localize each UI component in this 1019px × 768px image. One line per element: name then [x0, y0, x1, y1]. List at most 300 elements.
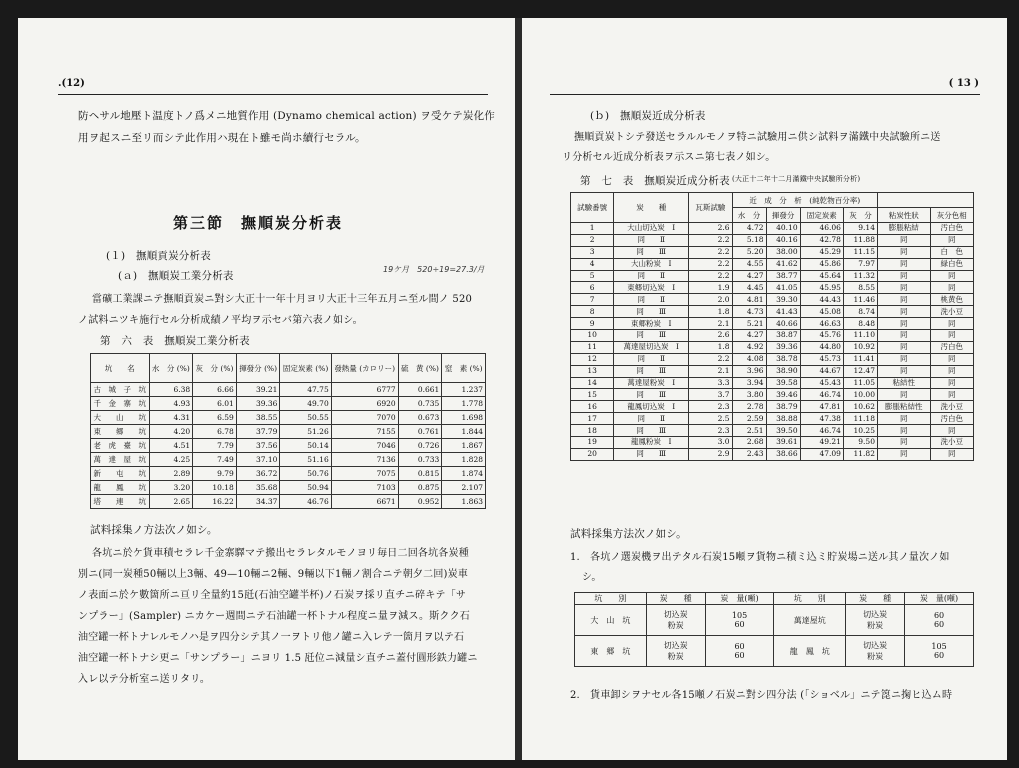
- table-row: [571, 377, 974, 389]
- table-cell: 38.55: [236, 411, 280, 425]
- table-cell: 2.2: [689, 258, 732, 270]
- table-cell: 38.88: [766, 413, 800, 425]
- table-row: [571, 223, 974, 235]
- table-note: (大正十二年十二月滿鐵中央試驗所分析): [732, 175, 861, 183]
- table-cell: 萬達屋切込炭 Ⅰ: [614, 341, 689, 353]
- table-cell: 46.63: [800, 318, 843, 330]
- table-cell: 同: [930, 330, 973, 342]
- table-cell: 同: [877, 270, 930, 282]
- table-cell: 同 Ⅱ: [614, 353, 689, 365]
- table-row: [571, 258, 974, 270]
- table-cell: 2.1: [689, 318, 732, 330]
- table-cell: 2.3: [689, 401, 732, 413]
- table-cell: 8: [571, 306, 614, 318]
- table-cell: 47.81: [800, 401, 843, 413]
- table-cell: 4: [571, 258, 614, 270]
- table-row: [571, 330, 974, 342]
- table-cell: 4.08: [732, 353, 766, 365]
- table-cell: 大 山 坑: [91, 411, 150, 425]
- table-cell: 切込炭 粉炭: [846, 636, 905, 667]
- table-cell: 39.46: [766, 389, 800, 401]
- table-cell: 4.73: [732, 306, 766, 318]
- table-cell: 2.0: [689, 294, 732, 306]
- table-cell: 1.9: [689, 282, 732, 294]
- table-cell: 同 Ⅲ: [614, 246, 689, 258]
- table-cell: 同 Ⅲ: [614, 425, 689, 437]
- table-cell: 38.78: [766, 353, 800, 365]
- table-cell: 大山粉炭 Ⅰ: [614, 258, 689, 270]
- table-cell: 42.78: [800, 234, 843, 246]
- table-row: [571, 306, 974, 318]
- table-cell: 47.38: [800, 413, 843, 425]
- table-cell: 東郷切込炭 Ⅰ: [614, 282, 689, 294]
- table-cell: 46.76: [280, 495, 331, 509]
- table-cell: 60 60: [705, 636, 774, 667]
- table-cell: 7075: [331, 467, 398, 481]
- table-cell: 2.68: [732, 437, 766, 449]
- table-cell: 39.50: [766, 425, 800, 437]
- table-row: [91, 425, 486, 439]
- table-cell: 同: [877, 294, 930, 306]
- table-cell: 同: [930, 365, 973, 377]
- table-cell: 同 Ⅲ: [614, 365, 689, 377]
- table-cell: 49.70: [280, 397, 331, 411]
- table-cell: 6.78: [193, 425, 237, 439]
- table-cell: 1.874: [442, 467, 486, 481]
- table-row: [91, 467, 486, 481]
- table-cell: 40.66: [766, 318, 800, 330]
- table-cell: 39.21: [236, 383, 280, 397]
- table-cell: 4.81: [732, 294, 766, 306]
- table-cell: 38.79: [766, 401, 800, 413]
- table-cell: 40.10: [766, 223, 800, 235]
- table-row: [571, 282, 974, 294]
- paragraph-line: ノ表面ニ於ケ數箇所ニ亘リ全量約15瓩(石油空罐半杯)ノ石炭ヲ採リ直チニ碎キテ「サ: [78, 590, 467, 601]
- page-number: .(12): [58, 78, 85, 89]
- table-cell: 38.90: [766, 365, 800, 377]
- coal-quantity-table: [574, 592, 974, 667]
- table-cell: 4.20: [149, 425, 193, 439]
- table-cell: 3.80: [732, 389, 766, 401]
- table-cell: 7070: [331, 411, 398, 425]
- proximate-analysis-table: [570, 192, 974, 461]
- table-cell: 2.89: [149, 467, 193, 481]
- table-cell: 2.2: [689, 246, 732, 258]
- table-cell: 51.16: [280, 453, 331, 467]
- table-cell: 同 Ⅱ: [614, 294, 689, 306]
- paragraph-line: 別ニ(同一炭種50輛以上3輛、49—10輛ニ2輛、9輛以下1輛ノ割合ニテ朝夕二回)炭車: [78, 569, 469, 580]
- col-header: 灰分色相: [930, 208, 973, 223]
- table-cell: 11.32: [843, 270, 877, 282]
- table-cell: 同: [930, 318, 973, 330]
- table-cell: 11.88: [843, 234, 877, 246]
- subheading: (ａ) 撫順炭工業分析表: [118, 270, 234, 282]
- table-cell: 汚白色: [930, 223, 973, 235]
- table-cell: 4.31: [149, 411, 193, 425]
- table-cell: 14: [571, 377, 614, 389]
- table-cell: 2.51: [732, 425, 766, 437]
- table-cell: 7.49: [193, 453, 237, 467]
- table-cell: 洗小豆: [930, 401, 973, 413]
- table-cell: 同: [877, 341, 930, 353]
- table-cell: 0.952: [398, 495, 442, 509]
- table-row: [91, 411, 486, 425]
- table-cell: 新 屯 坑: [91, 467, 150, 481]
- table-cell: 膨脹粘結: [877, 223, 930, 235]
- col-header: 炭 種: [614, 193, 689, 223]
- table-cell: 3.94: [732, 377, 766, 389]
- table-row: [91, 383, 486, 397]
- col-header: 炭 種: [846, 593, 905, 605]
- table-cell: 7046: [331, 439, 398, 453]
- table-cell: 2.1: [689, 365, 732, 377]
- col-header: 炭 種: [646, 593, 705, 605]
- table-cell: 44.43: [800, 294, 843, 306]
- table-row: [571, 448, 974, 460]
- col-header: 粘炭性狀: [877, 208, 930, 223]
- table-cell: 38.77: [766, 270, 800, 282]
- table-cell: 2.6: [689, 330, 732, 342]
- table-cell: 50.14: [280, 439, 331, 453]
- table-cell: 45.29: [800, 246, 843, 258]
- table-cell: 50.94: [280, 481, 331, 495]
- paragraph-line: 2. 貨車卸シヲナセル各15噸ノ石炭ニ對シ四分法 (「ショベル」ニテ箆ニ掬ヒ込ム時: [570, 690, 953, 701]
- table-cell: 2.3: [689, 425, 732, 437]
- table-row: [91, 495, 486, 509]
- table-cell: 105 60: [905, 636, 974, 667]
- paragraph-line: シ。: [582, 572, 602, 583]
- table-cell: 46.74: [800, 425, 843, 437]
- col-header: 灰 分: [843, 208, 877, 223]
- table-title: 第 六 表 撫順炭工業分析表: [100, 335, 250, 347]
- paragraph-heading: 試料採集ノ方法次ノ如シ。: [90, 524, 218, 536]
- table-cell: 11.15: [843, 246, 877, 258]
- table-title: 第 七 表 撫順炭近成分析表: [580, 175, 730, 187]
- table-cell: 45.95: [800, 282, 843, 294]
- table-cell: 8.48: [843, 318, 877, 330]
- table-cell: 11.10: [843, 330, 877, 342]
- table-cell: 同: [930, 448, 973, 460]
- intro-line: 用ヲ起スニ至リ而シテ此作用ハ現在ト雖モ尚ホ續行セラル。: [78, 132, 366, 144]
- table-cell: 0.661: [398, 383, 442, 397]
- table-cell: 同: [930, 353, 973, 365]
- table-cell: 5.18: [732, 234, 766, 246]
- table-row: [575, 605, 974, 636]
- table-cell: 1.828: [442, 453, 486, 467]
- table-cell: 同 Ⅱ: [614, 413, 689, 425]
- table-cell: 11.46: [843, 294, 877, 306]
- table-row: [571, 270, 974, 282]
- table-cell: 0.875: [398, 481, 442, 495]
- table-cell: 8.55: [843, 282, 877, 294]
- table-cell: 39.30: [766, 294, 800, 306]
- table-cell: 12.47: [843, 365, 877, 377]
- table-cell: 47.09: [800, 448, 843, 460]
- table-row: [571, 353, 974, 365]
- table-cell: 同 Ⅲ: [614, 389, 689, 401]
- table-cell: 2.78: [732, 401, 766, 413]
- table-cell: 4.27: [732, 330, 766, 342]
- paragraph-line: 油空罐一杯トナシ更ニ「サンプラー」ニヨリ 1.5 瓩位ニ減量シ直チニ蓋付圓形鉄力罐ニ: [78, 653, 478, 664]
- paragraph-line: ンプラー」(Sampler) ニカケー週間ニテ石油罐一杯トナル程度ニ量ヲ減ス。斯クク石: [78, 611, 470, 622]
- table-cell: 同: [930, 425, 973, 437]
- table-cell: 同: [930, 389, 973, 401]
- table-cell: 6.01: [193, 397, 237, 411]
- table-cell: 東郷粉炭 Ⅰ: [614, 318, 689, 330]
- table-cell: 同: [930, 377, 973, 389]
- table-cell: 9.14: [843, 223, 877, 235]
- table-row: [91, 481, 486, 495]
- handwritten-note: 19ケ月 520÷19=27.3/月: [383, 265, 485, 274]
- table-cell: 同: [877, 437, 930, 449]
- table-cell: 1.867: [442, 439, 486, 453]
- table-cell: 2.59: [732, 413, 766, 425]
- table-cell: 9.50: [843, 437, 877, 449]
- col-header: 試驗番號: [571, 193, 614, 223]
- table-cell: 2.2: [689, 234, 732, 246]
- table-cell: 10.62: [843, 401, 877, 413]
- table-cell: 1.863: [442, 495, 486, 509]
- table-cell: 7.79: [193, 439, 237, 453]
- table-cell: 1.237: [442, 383, 486, 397]
- table-cell: 龍鳳切込炭 Ⅰ: [614, 401, 689, 413]
- table-cell: 洗小豆: [930, 306, 973, 318]
- table-cell: 2.2: [689, 270, 732, 282]
- table-cell: 9.79: [193, 467, 237, 481]
- header-rule: [58, 94, 488, 95]
- table-cell: 8.74: [843, 306, 877, 318]
- table-cell: 45.43: [800, 377, 843, 389]
- table-cell: 2.9: [689, 448, 732, 460]
- table-cell: 11: [571, 341, 614, 353]
- table-cell: 10.92: [843, 341, 877, 353]
- table-cell: 同: [877, 258, 930, 270]
- table-cell: 同: [930, 270, 973, 282]
- table-cell: 39.61: [766, 437, 800, 449]
- table-cell: 19: [571, 437, 614, 449]
- table-row: [571, 425, 974, 437]
- table-cell: 6: [571, 282, 614, 294]
- table-cell: 3.96: [732, 365, 766, 377]
- table-cell: 5.21: [732, 318, 766, 330]
- paragraph-line: 1. 各坑ノ選炭機ヲ出テタル石炭15噸ヲ貨物ニ積ミ込ミ貯炭場ニ送ル其ノ量次ノ如: [570, 552, 950, 563]
- group-header: 近 成 分 析 (純乾物百分率): [732, 193, 877, 208]
- table-cell: 6.66: [193, 383, 237, 397]
- table-cell: 60 60: [905, 605, 974, 636]
- table-cell: 36.72: [236, 467, 280, 481]
- table-cell: 4.93: [149, 397, 193, 411]
- table-cell: 汚白色: [930, 413, 973, 425]
- table-cell: 41.05: [766, 282, 800, 294]
- table-cell: 4.92: [732, 341, 766, 353]
- table-cell: 同: [877, 448, 930, 460]
- table-cell: 4.27: [732, 270, 766, 282]
- table-cell: 50.55: [280, 411, 331, 425]
- subheading: (ｂ) 撫順炭近成分析表: [590, 110, 706, 122]
- table-cell: 6.59: [193, 411, 237, 425]
- col-header: 窒 素 (%): [442, 354, 486, 383]
- table-cell: 桃黄色: [930, 294, 973, 306]
- table-cell: 38.00: [766, 246, 800, 258]
- table-cell: 6.38: [149, 383, 193, 397]
- table-cell: 東 郷 坑: [575, 636, 647, 667]
- table-cell: 大山切込炭 Ⅰ: [614, 223, 689, 235]
- table-cell: 千 金 寨 坑: [91, 397, 150, 411]
- table-cell: 同: [877, 318, 930, 330]
- table-cell: 2.43: [732, 448, 766, 460]
- book-gutter: [515, 18, 522, 760]
- table-cell: 15: [571, 389, 614, 401]
- table-cell: 2: [571, 234, 614, 246]
- table-cell: 45.86: [800, 258, 843, 270]
- page-number: ( 13 ): [948, 78, 979, 89]
- table-cell: 4.25: [149, 453, 193, 467]
- col-header: 灰 分 (%): [193, 354, 237, 383]
- table-cell: 老 虎 臺 坑: [91, 439, 150, 453]
- table-cell: 2.65: [149, 495, 193, 509]
- table-row: [571, 341, 974, 353]
- table-cell: 41.43: [766, 306, 800, 318]
- table-cell: 膨脹粘結性: [877, 401, 930, 413]
- table-cell: 1.8: [689, 306, 732, 318]
- table-cell: 34.37: [236, 495, 280, 509]
- intro-line: 防ヘサル地壓ト温度トノ爲メニ地質作用 (Dynamo chemical action) ヲ受ケテ炭化作: [78, 110, 496, 122]
- table-cell: 同: [877, 389, 930, 401]
- table-cell: 2.2: [689, 353, 732, 365]
- table-cell: 46.06: [800, 223, 843, 235]
- table-cell: 同: [877, 425, 930, 437]
- table-cell: 同: [877, 306, 930, 318]
- table-cell: 11.82: [843, 448, 877, 460]
- table-cell: 同: [877, 413, 930, 425]
- table-cell: 16.22: [193, 495, 237, 509]
- table-cell: 10.00: [843, 389, 877, 401]
- table-cell: 13: [571, 365, 614, 377]
- table-cell: 塔 連 坑: [91, 495, 150, 509]
- table-row: [571, 294, 974, 306]
- col-header: 炭 量(噸): [905, 593, 974, 605]
- table-cell: 38.66: [766, 448, 800, 460]
- table-row: [91, 397, 486, 411]
- table-cell: 37.56: [236, 439, 280, 453]
- table-cell: 49.21: [800, 437, 843, 449]
- table-row: [571, 389, 974, 401]
- table-cell: 39.36: [236, 397, 280, 411]
- table-cell: 同: [877, 282, 930, 294]
- table-cell: 洗小豆: [930, 437, 973, 449]
- table-cell: 45.64: [800, 270, 843, 282]
- table-cell: 50.76: [280, 467, 331, 481]
- table-cell: 切込炭 粉炭: [846, 605, 905, 636]
- table-cell: 同 Ⅱ: [614, 270, 689, 282]
- table-cell: 東 郷 坑: [91, 425, 150, 439]
- table-cell: 45.73: [800, 353, 843, 365]
- paragraph-line: 當礦工業課ニテ撫順貢炭ニ對シ大正十一年十月ヨリ大正十三年五月ニ至ル間ノ 520: [92, 294, 473, 305]
- table-row: [571, 401, 974, 413]
- table-cell: 同 Ⅲ: [614, 448, 689, 460]
- paragraph-line: リ分析セル近成分析表ヲ示スニ第七表ノ如シ。: [562, 152, 776, 163]
- paragraph-line: 入レ以テ分析室ニ送リタリ。: [78, 674, 211, 685]
- table-cell: 同: [877, 330, 930, 342]
- table-cell: 7.97: [843, 258, 877, 270]
- left-page: [18, 18, 515, 760]
- table-cell: 38.87: [766, 330, 800, 342]
- table-cell: 0.733: [398, 453, 442, 467]
- col-header: 坑 名: [91, 354, 150, 383]
- table-cell: 古 城 子 坑: [91, 383, 150, 397]
- table-cell: 10.18: [193, 481, 237, 495]
- table-cell: 同: [877, 234, 930, 246]
- table-cell: 1.698: [442, 411, 486, 425]
- table-cell: 44.67: [800, 365, 843, 377]
- col-header: 固定炭素: [800, 208, 843, 223]
- table-cell: 龍 鳳 坑: [91, 481, 150, 495]
- table-row: [571, 318, 974, 330]
- header-rule: [550, 94, 980, 95]
- table-cell: 白 色: [930, 246, 973, 258]
- table-cell: 16: [571, 401, 614, 413]
- table-cell: 0.761: [398, 425, 442, 439]
- table-cell: 6777: [331, 383, 398, 397]
- table-row: [571, 246, 974, 258]
- table-cell: 3: [571, 246, 614, 258]
- table-cell: 1.778: [442, 397, 486, 411]
- table-cell: 同: [877, 365, 930, 377]
- right-page: [522, 18, 1007, 760]
- table-row: [571, 365, 974, 377]
- table-cell: 2.107: [442, 481, 486, 495]
- table-cell: 0.735: [398, 397, 442, 411]
- table-cell: 3.0: [689, 437, 732, 449]
- table-cell: 37.10: [236, 453, 280, 467]
- table-cell: 0.815: [398, 467, 442, 481]
- col-header: 固定炭素 (%): [280, 354, 331, 383]
- table-cell: 17: [571, 413, 614, 425]
- table-cell: 4.72: [732, 223, 766, 235]
- table-cell: 37.79: [236, 425, 280, 439]
- col-header: 水 分: [732, 208, 766, 223]
- table-cell: 同 Ⅲ: [614, 306, 689, 318]
- paragraph-line: 各坑ニ於ケ貨車積セラレ千金寨驛マテ搬出セラレタルモノヨリ毎日二回各坑各炭種: [92, 548, 469, 559]
- table-cell: 同: [877, 246, 930, 258]
- table-cell: 18: [571, 425, 614, 437]
- col-header: 硫 黄 (%): [398, 354, 442, 383]
- table-row: [571, 413, 974, 425]
- table-cell: 7103: [331, 481, 398, 495]
- table-cell: 切込炭 粉炭: [646, 605, 705, 636]
- col-header: 坑 別: [774, 593, 846, 605]
- table-cell: 切込炭 粉炭: [646, 636, 705, 667]
- table-row: [91, 439, 486, 453]
- table-cell: 2.6: [689, 223, 732, 235]
- table-cell: 5: [571, 270, 614, 282]
- table-cell: 萬 達 屋 坑: [91, 453, 150, 467]
- table-cell: 5.20: [732, 246, 766, 258]
- paragraph-heading: 試料採集方法次ノ如シ。: [570, 528, 687, 540]
- table-cell: 1.844: [442, 425, 486, 439]
- table-cell: 同: [877, 353, 930, 365]
- table-cell: 4.45: [732, 282, 766, 294]
- table-cell: 0.673: [398, 411, 442, 425]
- table-cell: 40.16: [766, 234, 800, 246]
- table-cell: 1.8: [689, 341, 732, 353]
- table-row: [91, 453, 486, 467]
- table-cell: 6920: [331, 397, 398, 411]
- table-cell: 7: [571, 294, 614, 306]
- table-cell: 7155: [331, 425, 398, 439]
- paragraph-line: ノ試料ニツキ施行セル分析成績ノ平均ヲ示セバ第六表ノ如シ。: [78, 315, 363, 326]
- col-header: 瓦斯試驗: [689, 193, 732, 223]
